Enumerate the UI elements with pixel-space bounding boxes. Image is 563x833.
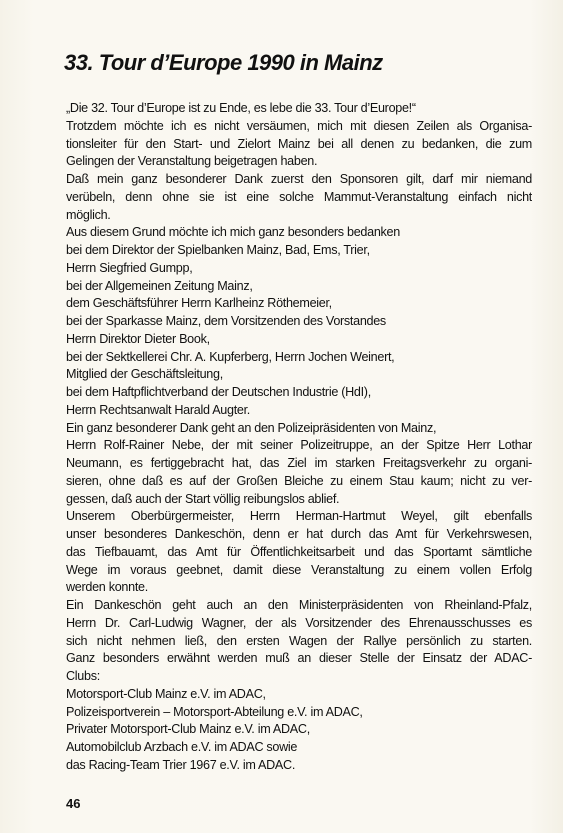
text-line: möglich.	[66, 207, 111, 222]
text-line: Unserem Oberbürgermeister, Herrn Herman-Hartmut Weyel, gilt ebenfalls	[66, 509, 532, 524]
text-line: bei der Sparkasse Mainz, dem Vorsitzenden des Vorstandes	[66, 314, 386, 328]
text-line: bei dem Direktor der Spielbanken Mainz, Bad, Ems, Trier,	[66, 243, 370, 257]
text-line: werden konnte.	[66, 580, 148, 595]
text-line: das Tiefbauamt, das Amt für Öffentlichkeitsarbeit und das Sportamt sämtliche	[66, 544, 532, 559]
text-line: „Die 32. Tour d’Europe ist zu Ende, es lebe die 33. Tour d’Europe!“	[66, 101, 416, 115]
text-line: sich nicht nehmen ließ, den ersten Wagen der Rallye persönlich zu starten.	[66, 633, 532, 648]
text-line: Herrn Rolf-Rainer Nebe, der mit seiner Polizeitruppe, an der Spitze Herr Lothar	[66, 438, 532, 453]
text-line: Clubs:	[66, 669, 100, 683]
text-line: Ganz besonders erwähnt werden muß an dieser Stelle der Einsatz der ADAC-	[66, 651, 532, 666]
text-line: Mitglied der Geschäftsleitung,	[66, 367, 223, 382]
text-line: das Racing-Team Trier 1967 e.V. im ADAC.	[66, 757, 296, 772]
text-line: Ein ganz besonderer Dank geht an den Polizeipräsidenten von Mainz,	[66, 420, 437, 435]
text-line: sieren, ohne daß es auf der Großen Bleiche zu einem Stau kaum; nicht zu ver-	[66, 473, 532, 488]
text-line: Herrn Direktor Dieter Book,	[66, 331, 210, 346]
text-line: gessen, daß auch der Start völlig reibungslos ablief.	[66, 491, 340, 506]
text-line: unser besonderes Dankeschön, denn er hat durch das Amt für Verkehrswesen,	[66, 527, 532, 541]
text-line: Polizeisportverein – Motorsport-Abteilung e.V. im ADAC,	[66, 704, 363, 719]
text-line: bei der Sektkellerei Chr. A. Kupferberg, Herrn Jochen Weinert,	[66, 349, 395, 364]
page-title: 33. Tour d’Europe 1990 in Mainz	[64, 50, 383, 75]
page-number: 46	[66, 796, 81, 811]
text-line: Aus diesem Grund möchte ich mich ganz besonders bedanken	[66, 225, 400, 240]
text-line: tionsleiter für den Start- und Zielort Mainz bei all denen zu bedanken, die zum	[66, 136, 532, 151]
text-line: bei dem Haftpflichtverband der Deutschen Industrie (HdI),	[66, 385, 371, 399]
text-line: verübeln, denn ohne sie ist eine solche Mammut-Veranstaltung einfach nicht	[66, 189, 532, 204]
text-line: Herrn Dr. Carl-Ludwig Wagner, der als Vorsitzender des Ehrenausschusses es	[66, 615, 532, 630]
body-text	[66, 100, 532, 775]
text-line: dem Geschäftsführer Herrn Karlheinz Röthemeier,	[66, 296, 332, 311]
text-line: Neumann, es fertiggebracht hat, das Ziel im starken Freitagsverkehr zu organi-	[66, 456, 532, 470]
text-line: Privater Motorsport-Club Mainz e.V. im ADAC,	[66, 722, 310, 737]
text-line: Daß mein ganz besonderer Dank zuerst den Sponsoren gilt, darf mir niemand	[66, 172, 532, 186]
text-line: Ein Dankeschön geht auch an den Ministerpräsidenten von Rheinland-Pfalz,	[66, 598, 532, 612]
text-line: Motorsport-Club Mainz e.V. im ADAC,	[66, 686, 266, 701]
text-line: Gelingen der Veranstaltung beigetragen haben.	[66, 154, 318, 169]
text-line: Trotzdem möchte ich es nicht versäumen, mich mit diesen Zeilen als Organisa-	[66, 118, 532, 133]
text-line: bei der Allgemeinen Zeitung Mainz,	[66, 278, 253, 293]
text-line: Herrn Siegfried Gumpp,	[66, 260, 193, 275]
text-line: Herrn Rechtsanwalt Harald Augter.	[66, 402, 250, 417]
text-line: Wege im voraus geebnet, damit diese Veranstaltung zu einem vollen Erfolg	[66, 562, 532, 577]
text-line: Automobilclub Arzbach e.V. im ADAC sowie	[66, 740, 298, 754]
